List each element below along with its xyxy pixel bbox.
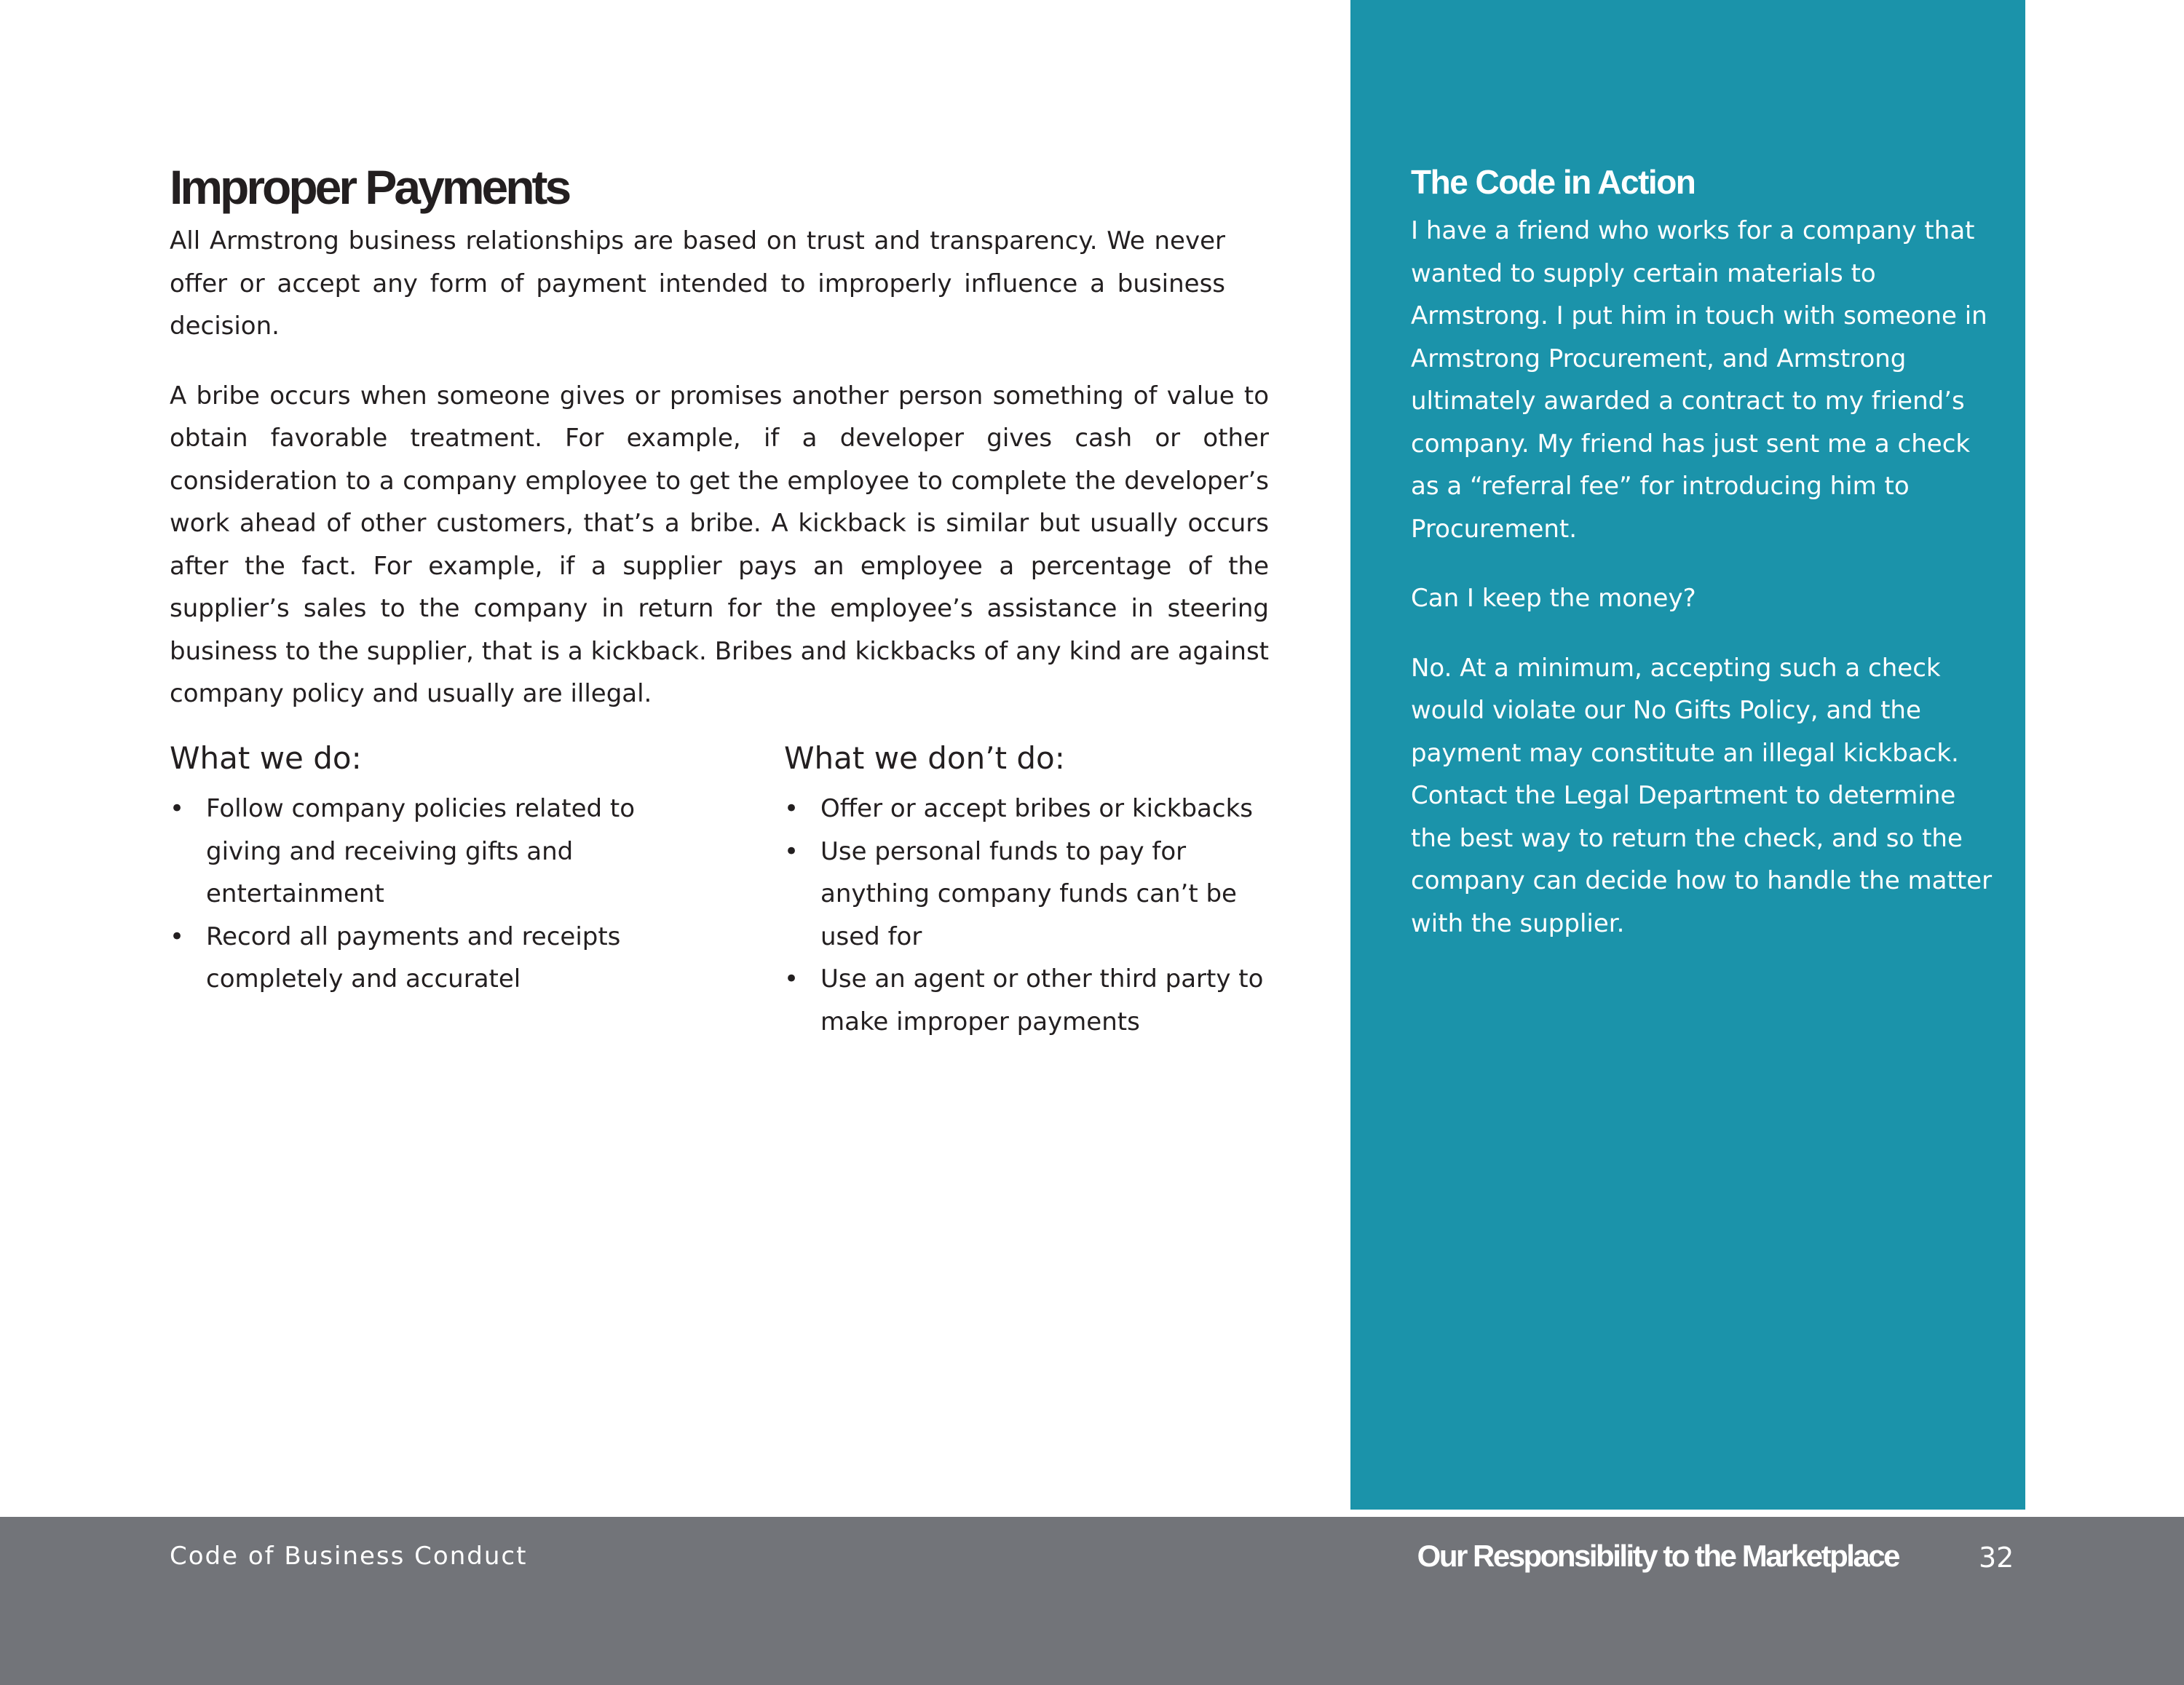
what-we-do-list	[170, 788, 679, 1001]
bullet-icon: •	[784, 836, 799, 866]
bullet-icon: •	[784, 794, 799, 823]
main-content	[170, 154, 1305, 1036]
intro-paragraph: All Armstrong business relationships are based on trust and transparency. We never offer or accept any form of payment intended to improperly influence a business decision.	[170, 226, 1225, 341]
what-we-dont-do-column	[784, 737, 1272, 1043]
bribe-paragraph: A bribe occurs when someone gives or promises another person something of value to obtain favorable treatment. For example, if a developer gives cash or other consideration to a company employee to get the employee to complete the developer’s work ahead of other customers, that’s a bribe. A kickback is similar but usually occurs after the fact. For example, if a supplier pays an employee a percentage of the supplier’s sales to the company in return for the employee’s assistance in steering business to the supplier, that is a kickback. Bribes and kickbacks of any kind are against company policy and usually are illegal.	[170, 381, 1269, 708]
code-in-action-sidebar	[1350, 0, 2025, 1510]
footer-document-title: Code of Business Conduct	[170, 1542, 528, 1571]
sidebar-scenario: I have a friend who works for a company that wanted to supply certain materials to Armstrong. I put him in touch with someone in Armstrong Procurement, and Armstrong ultimately awarded a contract to my friend’s company. My friend has just sent me a check as a “referral fee” for introducing him to Procurement.	[1411, 216, 1987, 544]
what-we-dont-do-list	[784, 788, 1272, 1043]
bullet-icon: •	[170, 921, 185, 951]
list-item	[784, 958, 1272, 1043]
list-item-text: Offer or accept bribes or kickbacks	[820, 794, 1253, 823]
what-we-dont-do-heading: What we don’t do:	[784, 740, 1065, 776]
list-item-text: Follow company policies related to giving and receiving gifts and entertainment	[206, 794, 636, 908]
page-number: 32	[1979, 1542, 2014, 1574]
sidebar-answer: No. At a minimum, accepting such a check would violate our No Gifts Policy, and the payment may constitute an illegal kickback. Contact the Legal Department to determine the best way to return the check, and so the company can decide how to handle the matter with the supplier.	[1411, 653, 1993, 938]
what-we-do-heading: What we do:	[170, 740, 362, 776]
footer-section-title: Our Responsibility to the Marketplace	[1417, 1539, 1899, 1573]
bullet-icon: •	[784, 964, 799, 994]
page-footer	[0, 1517, 2184, 1685]
sidebar-content	[1411, 154, 1993, 945]
list-item	[784, 788, 1272, 830]
bullet-icon: •	[170, 794, 185, 823]
sidebar-title: The Code in Action	[1411, 163, 1696, 201]
sidebar-question: Can I keep the money?	[1411, 584, 1696, 613]
list-item	[170, 788, 679, 916]
page-title: Improper Payments	[170, 160, 569, 214]
list-item-text: Record all payments and receipts completely and accuratel	[206, 921, 621, 994]
list-item	[784, 830, 1272, 959]
list-item-text: Use personal funds to pay for anything company funds can’t be used for	[820, 836, 1237, 951]
list-item	[170, 916, 679, 1001]
what-we-do-column	[170, 737, 679, 1001]
list-item-text: Use an agent or other third party to make improper payments	[820, 964, 1264, 1036]
